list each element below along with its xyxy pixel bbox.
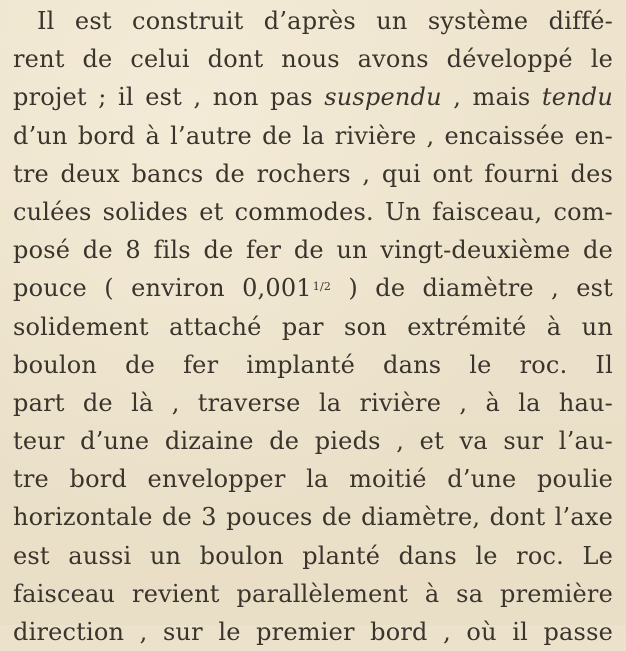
text-segment: , mais bbox=[441, 83, 542, 112]
text-line bbox=[13, 269, 613, 307]
text-line bbox=[13, 78, 613, 116]
text-line: boulon de fer implanté dans le roc. Il bbox=[13, 350, 613, 379]
text-segment: projet ; il est , non pas bbox=[13, 83, 325, 112]
text-segment: pouce ( environ 0,001 bbox=[13, 274, 312, 303]
text-line: part de là , traverse la rivière , à la hau- bbox=[13, 388, 613, 417]
text-line: horizontale de 3 pouces de diamètre, dont l’axe bbox=[13, 503, 613, 532]
text-line: tre deux bancs de rochers , qui ont fourni des bbox=[13, 159, 613, 188]
text-line: Il est construit d’après un système diffé- bbox=[37, 7, 613, 35]
text-line: culées solides et commodes. Un faisceau, com- bbox=[13, 197, 613, 226]
text-line: tre bord envelopper la moitié d’une poulie bbox=[13, 465, 613, 494]
italic-word-suspendu: suspendu bbox=[324, 83, 442, 112]
text-line: faisceau revient parallèlement à sa première bbox=[13, 579, 613, 608]
text-line: solidement attaché par son extrémité à un bbox=[13, 312, 613, 341]
text-line: posé de 8 fils de fer de un vingt-deuxième de bbox=[13, 236, 613, 265]
text-line: rent de celui dont nous avons développé le bbox=[13, 45, 613, 74]
fraction-half: 1/2 bbox=[312, 280, 332, 294]
italic-word-tendu: tendu bbox=[541, 83, 613, 112]
text-line: teur d’une dizaine de pieds , et va sur l’au- bbox=[13, 427, 613, 456]
text-line: est aussi un boulon planté dans le roc. Le bbox=[13, 541, 613, 570]
body-text bbox=[13, 2, 613, 651]
text-segment: ) de diamètre , est bbox=[331, 274, 613, 303]
text-line: d’un bord à l’autre de la rivière , encaissée en- bbox=[13, 121, 613, 150]
text-line: direction , sur le premier bord , où il passe bbox=[13, 618, 613, 646]
